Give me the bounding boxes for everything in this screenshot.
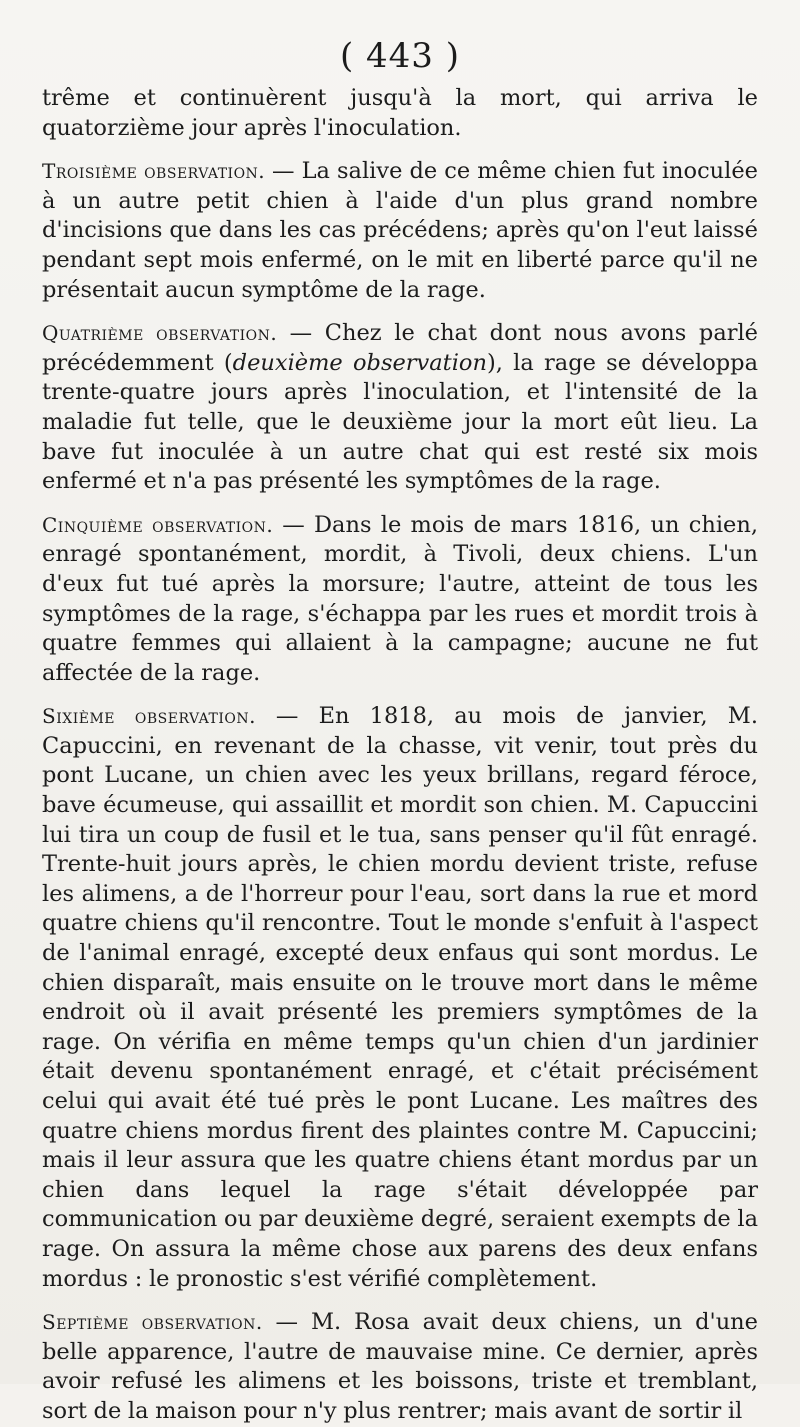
section-text: — Chez le chat dont nous avons parlé précédemment (	[42, 320, 758, 376]
section-text: — Dans le mois de mars 1816, un chien, enragé spontanément, mordit, à Tivoli, deux chiens. L'un d'eux fut tué après la morsure; l'autre, atteint de tous les symptômes de la rage, s'échappa par les rues et mordit trois à quatre femmes qui allaient à la campagne; aucune ne fut affectée de la rage.	[42, 511, 758, 686]
section-heading: Quatrième observation.	[42, 321, 290, 346]
section-text: — M. Rosa avait deux chiens, un d'une belle apparence, l'autre de mauvaise mine. Ce dernier, après avoir refusé les alimens et les boissons, triste et tremblant, sort de la maison pour n'y plus rentrer; mais avant de sortir il	[42, 1309, 758, 1424]
section-heading: Septième observation.	[42, 1310, 276, 1335]
section-heading: Troisième observation.	[42, 159, 272, 184]
section-cinquieme	[42, 511, 758, 689]
section-quatrieme	[42, 319, 758, 497]
section-text: — En 1818, au mois de janvier, M. Capuccini, en revenant de la chasse, vit venir, tout près du pont Lucane, un chien avec les yeux brillans, regard féroce, bave écumeuse, qui assaillit et mordit son chien. M. Capuccini lui tira un coup de fusil et le tua, sans penser qu'il fût enragé. Trente-huit jours après, le chien mordu devient triste, refuse les alimens, a de l'horreur pour l'eau, sort dans la rue et mord quatre chiens qu'il rencontre. Tout le monde s'enfuit à l'aspect de l'animal enragé, excepté deux enfaus qui sont mordus. Le chien disparaît, mais ensuite on le trouve mort dans le même endroit où il avait présenté les premiers symptômes de la rage. On vérifia en même temps qu'un chien d'un jardinier était devenu spontanément enragé, et c'était précisément celui qui avait été tué près le pont Lucane. Les maîtres des quatre chiens mordus firent des plaintes contre M. Capuccini; mais il leur assura que les quatre chiens étant mordus par un chien dans lequel la rage s'était développée par communication ou par deuxième degré, seraient exempts de la rage. On assura la même chose aux parens des deux enfans mordus : le pronostic s'est vérifié complètement.	[42, 703, 759, 1292]
section-sixieme	[42, 702, 758, 1294]
section-troisieme	[42, 157, 758, 305]
section-text: — La salive de ce même chien fut inoculée à un autre petit chien à l'aide d'un plus grand nombre d'incisions que dans les cas précédens; après qu'on l'eut laissé pendant sept mois enfermé, on le mit en liberté parce qu'il ne présentait aucun symptôme de la rage.	[42, 158, 759, 303]
page-number: ( 443 )	[339, 36, 461, 76]
section-heading: Sixième observation.	[42, 704, 276, 729]
section-italic-ref: deuxième observation	[232, 349, 487, 376]
section-text-continued: ), la rage se développa trente-quatre jours après l'inoculation, et l'intensité de la maladie fut telle, que le deuxième jour la mort eût lieu. La bave fut inoculée à un autre chat qui est resté six mois enfermé et n'a pas présenté les symptômes de la rage.	[42, 349, 759, 495]
continuation-paragraph: trême et continuèrent jusqu'à la mort, qui arriva le quatorzième jour après l'inoculation.	[42, 85, 758, 141]
section-heading: Cinquième observation.	[42, 512, 283, 537]
section-septieme	[42, 1308, 758, 1426]
